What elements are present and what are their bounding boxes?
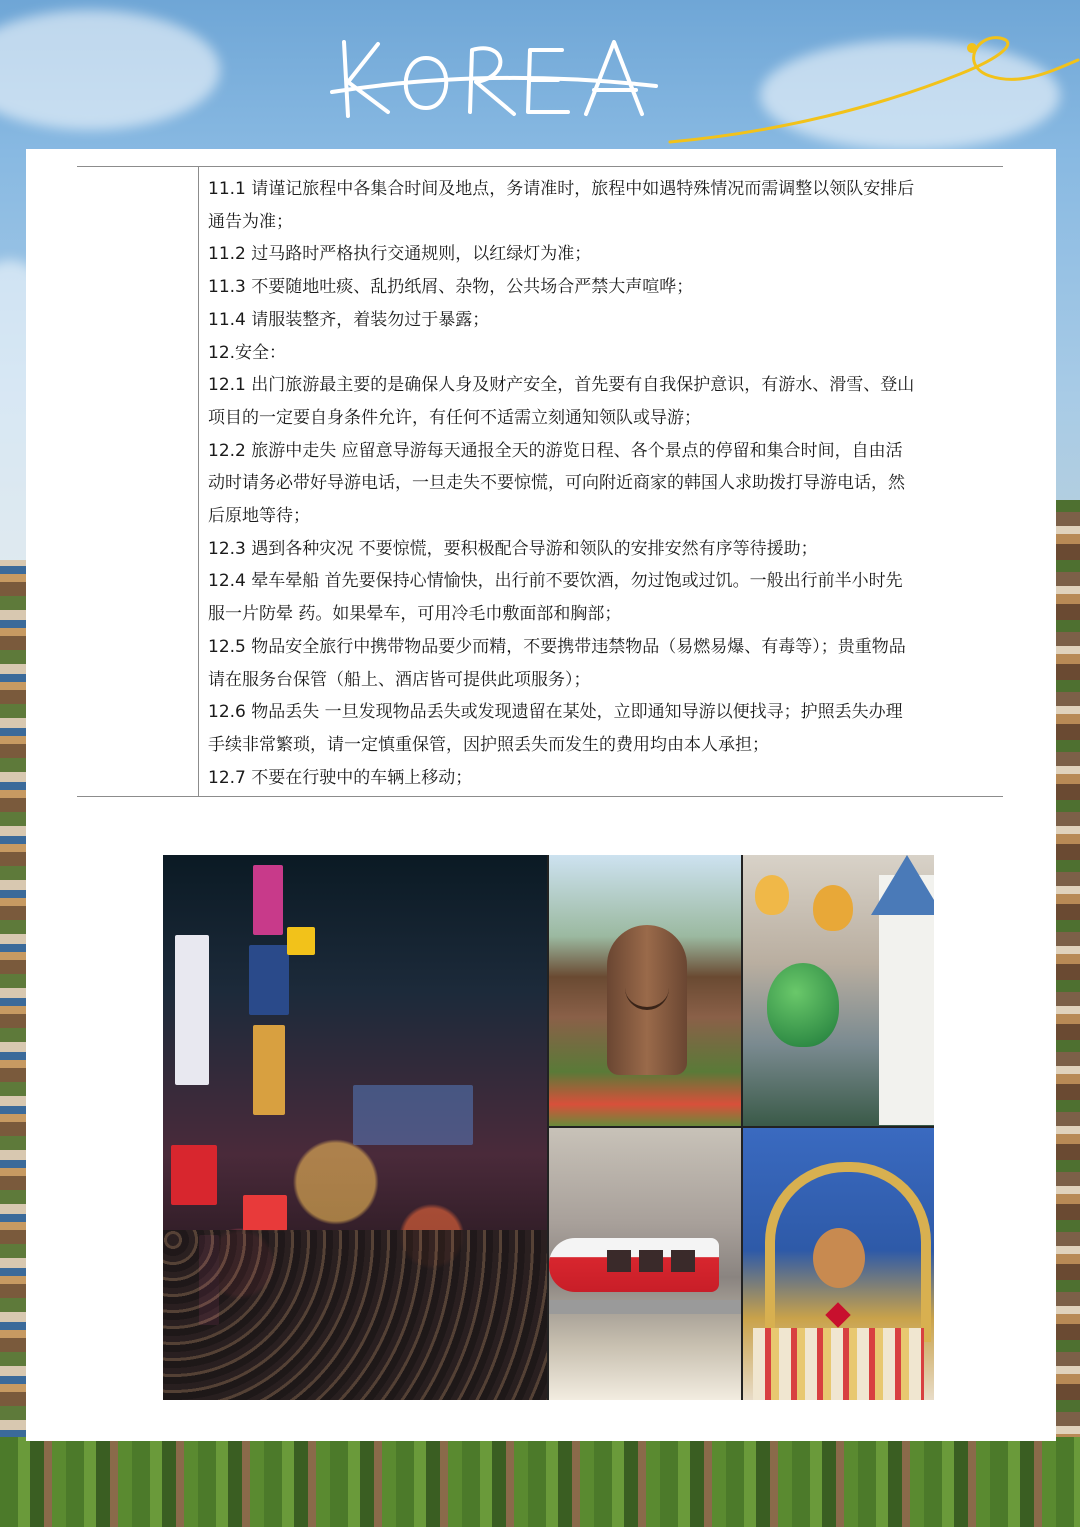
background-painted-grass [0,1437,1080,1527]
korea-logo [330,28,660,128]
note-line: 12.2 旅游中走失 应留意导游每天通报全天的游览日程、各个景点的停留和集合时间，自由活 [208,440,903,461]
balloon [767,963,839,1047]
neon-sign [287,927,315,955]
note-line: 11.1 请谨记旅程中各集合时间及地点，务请准时，旅程中如遇特殊情况而需调整以领队安排后 [208,179,915,199]
note-line: 通告为准； [208,211,293,232]
photo-night-street [163,855,547,1400]
photo-balloon-ride [743,855,934,1126]
neon-sign [253,865,283,935]
note-line: 后原地等待； [208,506,310,527]
note-line: 11.2 过马路时严格执行交通规则，以红绿灯为准； [208,244,592,265]
section-heading-safety: 12.安全： [208,342,287,363]
note-line: 12.7 不要在行驶中的车辆上移动； [208,767,473,788]
balloon [813,885,853,931]
neon-sign [249,945,289,1015]
note-line: 12.1 出门旅游最主要的是确保人身及财产安全，首先要有自我保护意识，有游水、滑雪、登山 [208,375,915,396]
note-line: 请在服务台保管（船上、酒店皆可提供此项服务）； [208,669,591,690]
neon-sign [175,935,209,1085]
note-line: 动时请务必带好导游电话，一旦走失不要惊慌，可向附近商家的韩国人求助拨打导游电话，然 [208,473,905,494]
background-cloud [0,10,220,130]
notes-table-label-column [77,167,199,796]
background-painted-edge-right [1054,500,1080,1460]
crown-base [753,1328,924,1400]
note-line: 12.6 物品丢失 一旦发现物品丢失或发现遗留在某处，立即通知导游以便找寻；护照丢失办理 [208,702,903,723]
monorail-track [549,1300,741,1314]
note-line: 11.4 请服装整齐，着装勿过于暴露； [208,309,490,330]
note-line: 12.3 遇到各种灾况 不要惊慌，要积极配合导游和领队的安排安然有序等待援助； [208,538,818,559]
balloon [755,875,789,915]
tower-roof [871,855,934,915]
train-window [671,1250,695,1272]
crowd [163,1230,547,1400]
mascot-figure [813,1228,865,1288]
notes-table [77,166,1003,797]
notes-table-content [199,167,1003,796]
content-card [26,149,1056,1441]
note-line: 服一片防晕 药。如果晕车，可用冷毛巾敷面部和胸部； [208,604,622,625]
photo-monorail [549,1128,741,1400]
photo-crown-gate [743,1128,934,1400]
photo-talking-tree [549,855,741,1126]
neon-sign [171,1145,217,1205]
note-line: 手续非常繁琐，请一定慎重保管，因护照丢失而发生的费用均由本人承担； [208,734,769,755]
neon-sign [253,1025,285,1115]
note-line: 12.5 物品安全旅行中携带物品要少而精，不要携带违禁物品（易燃易爆、有毒等）；贵重物品 [208,636,906,657]
note-line: 项目的一定要自身条件允许，有任何不适需立刻通知领队或导游； [208,407,701,428]
note-line: 11.3 不要随地吐痰、乱扔纸屑、杂物，公共场合严禁大声喧哗； [208,277,694,298]
yellow-swoosh-decoration [660,20,1080,150]
train-window [639,1250,663,1272]
background-painted-edge-left [0,560,28,1460]
note-line: 12.4 晕车晕船 首先要保持心情愉快，出行前不要饮酒，勿过饱或过饥。一般出行前半小时先 [208,571,903,592]
train-window [607,1250,631,1272]
neon-sign [243,1195,287,1231]
photo-collage [163,855,934,1400]
neon-sign [353,1085,473,1145]
